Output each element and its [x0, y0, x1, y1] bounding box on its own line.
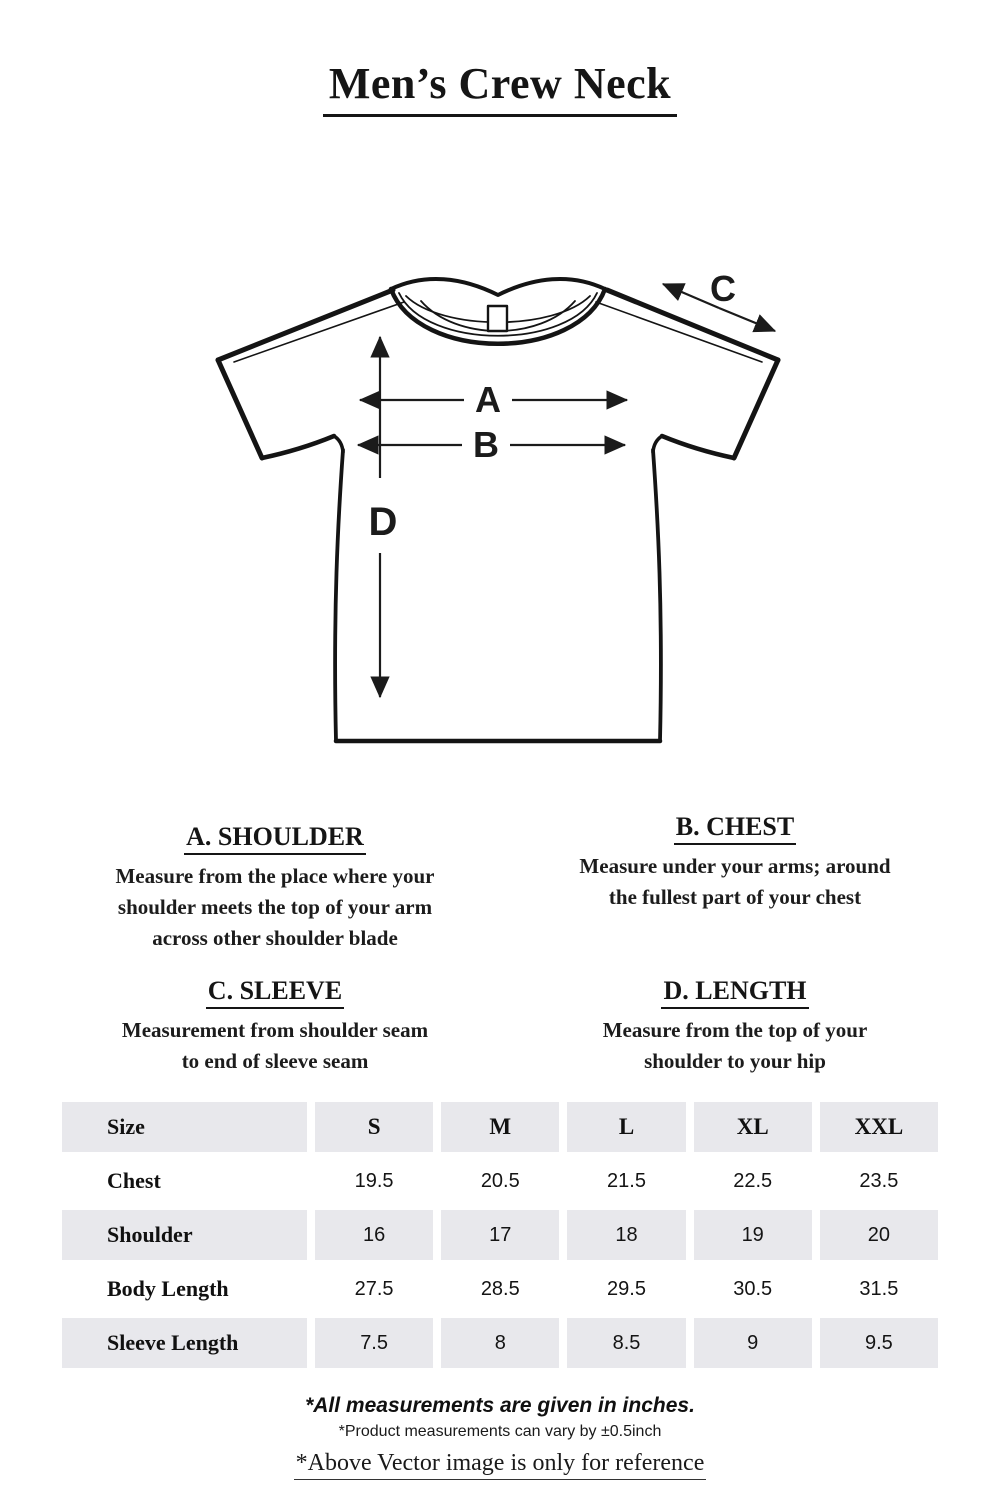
section-length-heading: D. LENGTH: [661, 976, 808, 1009]
table-cell: 31.5: [859, 1277, 899, 1300]
section-chest-line: the fullest part of your chest: [608, 885, 862, 909]
table-header-xxl: XXL: [820, 1102, 938, 1152]
page-title-row: [0, 58, 1000, 117]
row-label: Sleeve Length: [62, 1318, 307, 1368]
section-shoulder-heading: A. SHOULDER: [184, 822, 366, 855]
tshirt-measurement-diagram: [0, 250, 1000, 762]
table-cell: 29.5: [607, 1277, 646, 1300]
table-header-size: Size: [62, 1102, 307, 1152]
section-sleeve: [40, 976, 510, 1077]
diagram-label-a: A: [475, 379, 501, 420]
table-cell: 18: [567, 1210, 685, 1260]
table-cell: 17: [441, 1210, 559, 1260]
table-header-xl: XL: [694, 1102, 812, 1152]
footnote-variance: *Product measurements can vary by ±0.5inch: [338, 1423, 662, 1440]
section-chest: [505, 812, 965, 913]
section-shoulder-line: Measure from the place where your: [115, 864, 435, 888]
table-header-row: [62, 1102, 938, 1152]
table-header-s: S: [315, 1102, 433, 1152]
page-title: Men’s Crew Neck: [323, 58, 677, 117]
table-cell: 19: [694, 1210, 812, 1260]
table-cell: 8.5: [567, 1318, 685, 1368]
tshirt-outline: [218, 279, 778, 741]
section-sleeve-line: to end of sleeve seam: [181, 1049, 369, 1073]
measurement-arrows: [358, 284, 775, 697]
section-shoulder-line: shoulder meets the top of your arm: [117, 895, 433, 919]
table-cell: 8: [441, 1318, 559, 1368]
diagram-label-d: D: [368, 500, 398, 544]
footnote-reference: [0, 1450, 1000, 1480]
table-row-body-length: [62, 1264, 938, 1314]
table-cell: 27.5: [354, 1277, 394, 1300]
table-cell: 9.5: [820, 1318, 938, 1368]
table-header-l: L: [567, 1102, 685, 1152]
diagram-label-c: C: [710, 268, 736, 309]
table-cell: 28.5: [480, 1277, 520, 1300]
table-cell: 9: [694, 1318, 812, 1368]
section-shoulder-line: across other shoulder blade: [152, 926, 398, 950]
table-cell: 21.5: [607, 1169, 646, 1192]
footnote-reference-text: *Above Vector image is only for reference: [294, 1450, 707, 1480]
table-header-m: M: [441, 1102, 559, 1152]
diagram-label-b: B: [473, 424, 499, 465]
table-cell: 19.5: [354, 1169, 394, 1192]
section-chest-line: Measure under your arms; around: [579, 854, 891, 878]
section-sleeve-line: Measurement from shoulder seam: [121, 1018, 429, 1042]
table-cell: 20.5: [480, 1169, 520, 1192]
section-length-line: Measure from the top of your: [602, 1018, 868, 1042]
table-cell: 30.5: [733, 1277, 773, 1300]
table-cell: 22.5: [733, 1169, 773, 1192]
section-length: [505, 976, 965, 1077]
table-row-shoulder: [62, 1210, 938, 1260]
section-shoulder: [40, 822, 510, 954]
table-cell: 20: [820, 1210, 938, 1260]
table-row-chest: [62, 1156, 938, 1206]
table-cell: 7.5: [315, 1318, 433, 1368]
section-length-line: shoulder to your hip: [644, 1049, 826, 1073]
table-cell: 16: [315, 1210, 433, 1260]
size-table: [62, 1102, 938, 1372]
table-cell: 23.5: [859, 1169, 899, 1192]
footnote-inches: *All measurements are given in inches.: [305, 1394, 695, 1417]
section-chest-heading: B. CHEST: [674, 812, 797, 845]
row-label: Body Length: [107, 1276, 229, 1301]
table-row-sleeve-length: [62, 1318, 938, 1368]
row-label: Shoulder: [62, 1210, 307, 1260]
row-label: Chest: [107, 1168, 161, 1193]
section-sleeve-heading: C. SLEEVE: [206, 976, 344, 1009]
